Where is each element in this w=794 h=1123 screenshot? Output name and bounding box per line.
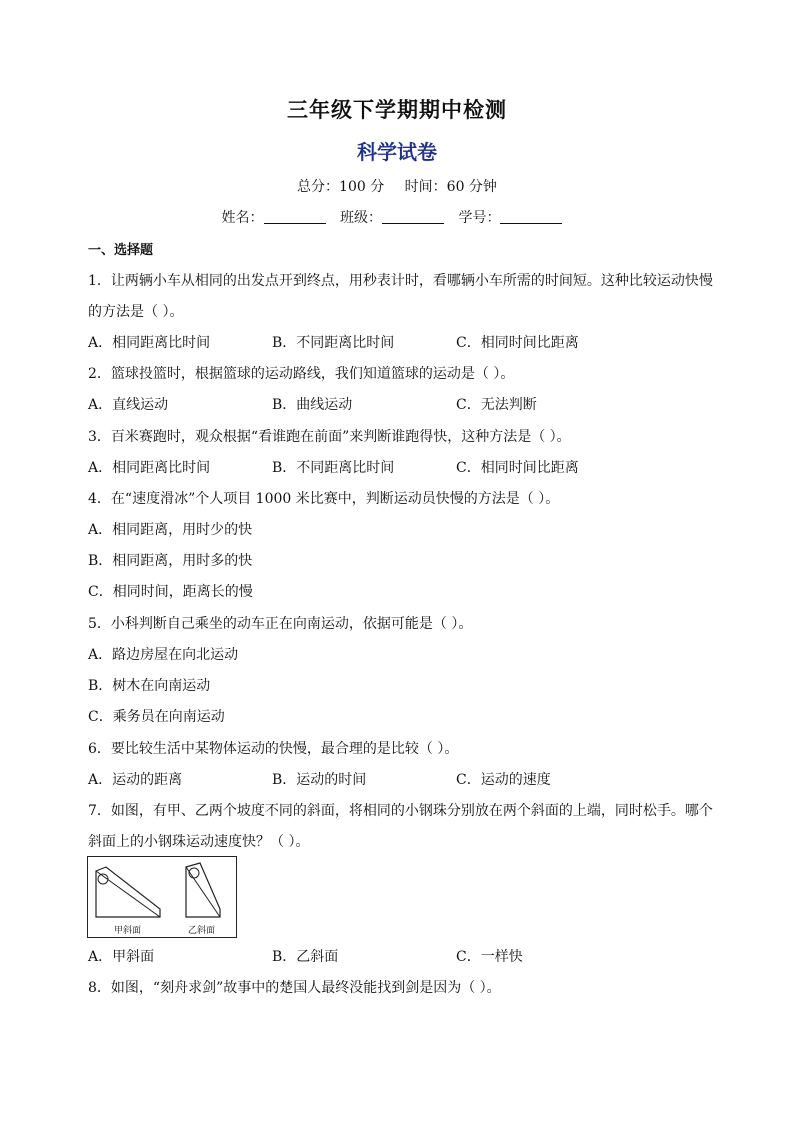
question-2-option-c[interactable]: C．无法判断	[456, 397, 537, 413]
question-1-option-c[interactable]: C．相同时间比距离	[456, 335, 579, 351]
question-7-option-a[interactable]: A．甲斜面	[88, 949, 155, 965]
question-8-line-1: 8．如图，“刻舟求剑”故事中的楚国人最终没能找到剑是因为（ ）。	[88, 980, 501, 996]
slope-b-surface	[186, 867, 220, 917]
question-2-option-b[interactable]: B．曲线运动	[272, 397, 353, 413]
question-7-line-1: 7．如图，有甲、乙两个坡度不同的斜面，将相同的小钢珠分别放在两个斜面的上端，同时松手。哪个	[88, 803, 713, 819]
exam-title: 三年级下学期期中检测	[287, 98, 507, 122]
question-7-option-c[interactable]: C．一样快	[456, 949, 523, 965]
question-6-line-1: 6．要比较生活中某物体运动的快慢，最合理的是比较（ ）。	[88, 741, 459, 757]
question-5-line-1: 5．小科判断自己乘坐的动车正在向南运动，依据可能是（ ）。	[88, 616, 473, 632]
question-1-option-b[interactable]: B．不同距离比时间	[272, 335, 395, 351]
question-7-line-2: 斜面上的小钢珠运动速度快？（ ）。	[88, 834, 310, 850]
slope-b-caption: 乙斜面	[188, 926, 216, 936]
question-1-line-1: 1．让两辆小车从相同的出发点开到终点，用秒表计时，看哪辆小车所需的时间短。这种比较运动快慢	[88, 273, 713, 289]
slopes-illustration	[88, 857, 238, 939]
question-2-option-a[interactable]: A．直线运动	[88, 397, 169, 413]
id-label: 学号：	[458, 210, 501, 226]
exam-time: 时间：60 分钟	[404, 179, 497, 195]
section-title: 一、选择题	[88, 243, 154, 258]
question-4-option-b[interactable]: B．相同距离，用时多的快	[88, 553, 253, 569]
id-blank[interactable]	[500, 209, 562, 224]
question-7-option-b[interactable]: B．乙斜面	[272, 949, 339, 965]
question-6-option-a[interactable]: A．运动的距离	[88, 772, 183, 788]
student-info	[0, 207, 794, 227]
question-4-option-c[interactable]: C．相同时间，距离长的慢	[88, 584, 253, 600]
question-3-option-b[interactable]: B．不同距离比时间	[272, 460, 395, 476]
slope-figure	[87, 856, 237, 938]
name-blank[interactable]	[264, 209, 326, 224]
exam-meta	[0, 176, 794, 196]
question-4-option-a[interactable]: A．相同距离，用时少的快	[88, 522, 253, 538]
class-label: 班级：	[340, 210, 382, 226]
question-5-option-a[interactable]: A．路边房屋在向北运动	[88, 647, 239, 663]
question-5-option-b[interactable]: B．树木在向南运动	[88, 678, 211, 694]
name-label: 姓名：	[221, 210, 264, 226]
question-6-option-c[interactable]: C．运动的速度	[456, 772, 551, 788]
question-3-option-c[interactable]: C．相同时间比距离	[456, 460, 579, 476]
exam-subtitle: 科学试卷	[357, 140, 437, 164]
slope-a-caption: 甲斜面	[114, 926, 142, 936]
question-6-option-b[interactable]: B．运动的时间	[272, 772, 367, 788]
question-4-line-1: 4．在“速度滑冰”个人项目 1000 米比赛中，判断运动员快慢的方法是（ ）。	[88, 491, 560, 507]
question-5-option-c[interactable]: C．乘务员在向南运动	[88, 709, 225, 725]
question-2-line-1: 2．篮球投篮时，根据篮球的运动路线，我们知道篮球的运动是（ ）。	[88, 366, 515, 382]
question-3-line-1: 3．百米赛跑时，观众根据“看谁跑在前面”来判断谁跑得快，这种方法是（ ）。	[88, 429, 571, 445]
class-blank[interactable]	[382, 209, 444, 224]
question-1-line-2: 的方法是（ ）。	[88, 304, 184, 320]
total-score: 总分：100 分	[297, 179, 385, 195]
question-1-option-a[interactable]: A．相同距离比时间	[88, 335, 211, 351]
slope-a-surface	[96, 871, 160, 917]
question-3-option-a[interactable]: A．相同距离比时间	[88, 460, 211, 476]
